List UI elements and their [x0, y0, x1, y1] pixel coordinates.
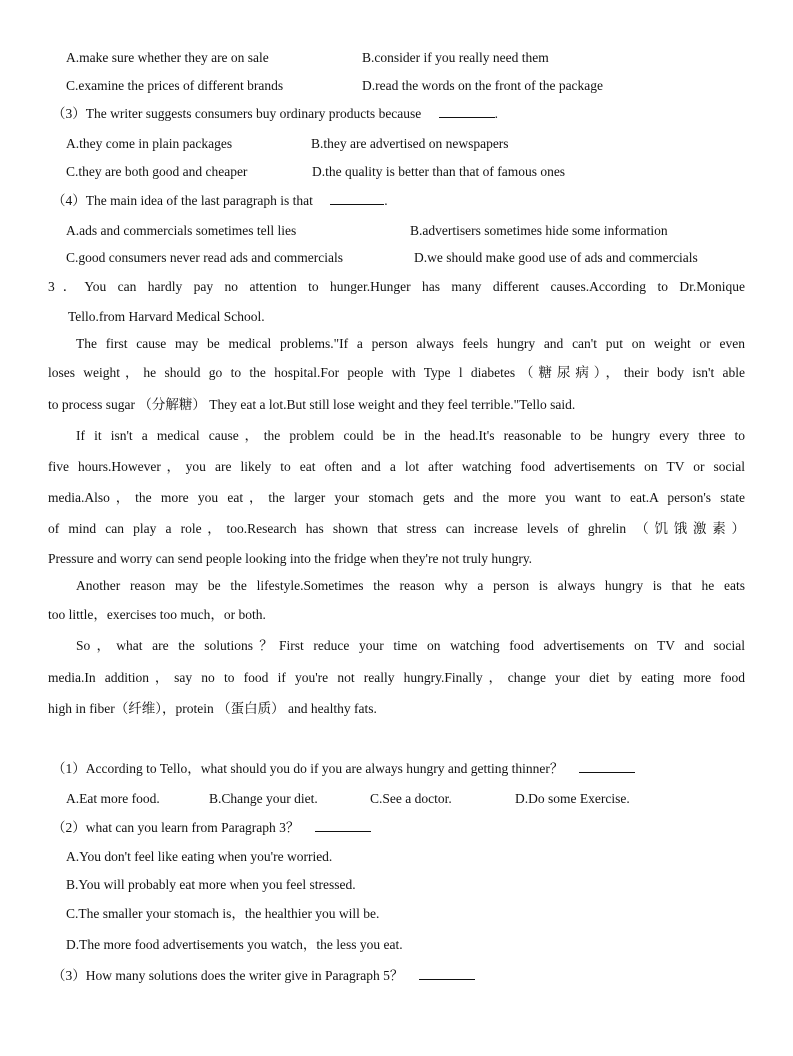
- q3-question-text: （3）How many solutions does the writer give in Paragraph 5？: [52, 968, 404, 983]
- answer-blank: [419, 967, 475, 980]
- q3-prev-end: .: [494, 106, 499, 121]
- q1-option-a: A.Eat more food.: [66, 791, 160, 806]
- q1-question-text: （1）According to Tello，what should you do if you are always hungry and getting thinner？: [52, 761, 564, 776]
- q3-prev-option-d: D.the quality is better than that of famous ones: [312, 164, 566, 179]
- paragraph-2-line-1: If it isn't a medical cause，the problem could be in the head.It's reasonable to be hungry every three to: [76, 428, 745, 443]
- q3-prev-question-text: （3）The writer suggests consumers buy ordinary products because: [52, 106, 422, 121]
- q3-question: [52, 967, 475, 985]
- paragraph-1-line-1: The first cause may be medical problems."If a person always feels hungry and can't put on weight or even: [76, 336, 745, 351]
- paragraph-2-line-2: five hours.However，you are likely to eat often and a lot after watching food advertisements on TV or social: [48, 459, 745, 474]
- q2-prev-option-d: D.read the words on the front of the package: [362, 78, 604, 93]
- q2-option-d: D.The more food advertisements you watch，the less you eat.: [66, 937, 403, 952]
- q2-prev-option-b: B.consider if you really need them: [362, 50, 549, 65]
- paragraph-4-line-2: media.In addition，say no to food if you're not really hungry.Finally，change your diet by eating more food: [48, 670, 745, 685]
- q2-question: [52, 819, 371, 837]
- q2-option-a: A.You don't feel like eating when you're worried.: [66, 849, 333, 864]
- q2-question-text: （2）what can you learn from Paragraph 3？: [52, 820, 300, 835]
- q4-prev-option-a: A.ads and commercials sometimes tell lies: [66, 223, 297, 238]
- q2-prev-option-a: A.make sure whether they are on sale: [66, 50, 269, 65]
- q3-prev-option-c: C.they are both good and cheaper: [66, 164, 248, 179]
- paragraph-2-line-4: of mind can play a role，too.Research has shown that stress can increase levels of ghrelin （饥饿激素）: [48, 521, 745, 536]
- paragraph-1-line-3: to process sugar （分解糖） They eat a lot.But still lose weight and they feel terrible."Tello said.: [48, 397, 576, 412]
- answer-blank: [579, 760, 635, 773]
- q2-option-b: B.You will probably eat more when you feel stressed.: [66, 877, 356, 892]
- q3-prev-option-a: A.they come in plain packages: [66, 136, 233, 151]
- q4-prev-option-b: B.advertisers sometimes hide some information: [410, 223, 668, 238]
- q1-option-d: D.Do some Exercise.: [515, 791, 630, 806]
- q4-prev-option-c: C.good consumers never read ads and commercials: [66, 250, 344, 265]
- answer-blank: [315, 819, 371, 832]
- answer-blank: [439, 105, 495, 118]
- q1-option-c: C.See a doctor.: [370, 791, 452, 806]
- q3-prev-question: [52, 105, 498, 123]
- q4-prev-option-d: D.we should make good use of ads and commercials: [414, 250, 698, 265]
- paragraph-2-line-5: Pressure and worry can send people looking into the fridge when they're not truly hungry.: [48, 551, 533, 566]
- passage-intro-line-2: Tello.from Harvard Medical School.: [68, 309, 265, 324]
- q4-prev-question: [52, 192, 388, 210]
- answer-blank: [330, 192, 384, 205]
- q1-option-b: B.Change your diet.: [209, 791, 318, 806]
- paragraph-4-line-1: So，what are the solutions？First reduce your time on watching food advertisements on TV and social: [76, 638, 745, 653]
- paragraph-3-line-1: Another reason may be the lifestyle.Sometimes the reason why a person is always hungry is that he eats: [76, 578, 745, 593]
- q4-prev-end: .: [384, 193, 388, 208]
- paragraph-2-line-3: media.Also，the more you eat，the larger your stomach gets and the more you want to eat.A person's state: [48, 490, 745, 505]
- paragraph-1-line-2: loses weight，he should go to the hospital.For people with Type l diabetes（糖尿病），their body isn't able: [48, 365, 745, 380]
- passage-intro-line-1: 3．You can hardly pay no attention to hunger.Hunger has many different causes.According to Dr.Monique: [48, 279, 745, 294]
- q2-option-c: C.The smaller your stomach is，the healthier you will be.: [66, 906, 380, 921]
- q2-prev-option-c: C.examine the prices of different brands: [66, 78, 284, 93]
- q4-prev-question-text: （4）The main idea of the last paragraph is that: [52, 193, 313, 208]
- paragraph-4-line-3: high in fiber（纤维），protein （蛋白质） and healthy fats.: [48, 701, 377, 716]
- paragraph-3-line-2: too little，exercises too much，or both.: [48, 607, 266, 622]
- q1-question: [52, 760, 635, 778]
- q3-prev-option-b: B.they are advertised on newspapers: [311, 136, 509, 151]
